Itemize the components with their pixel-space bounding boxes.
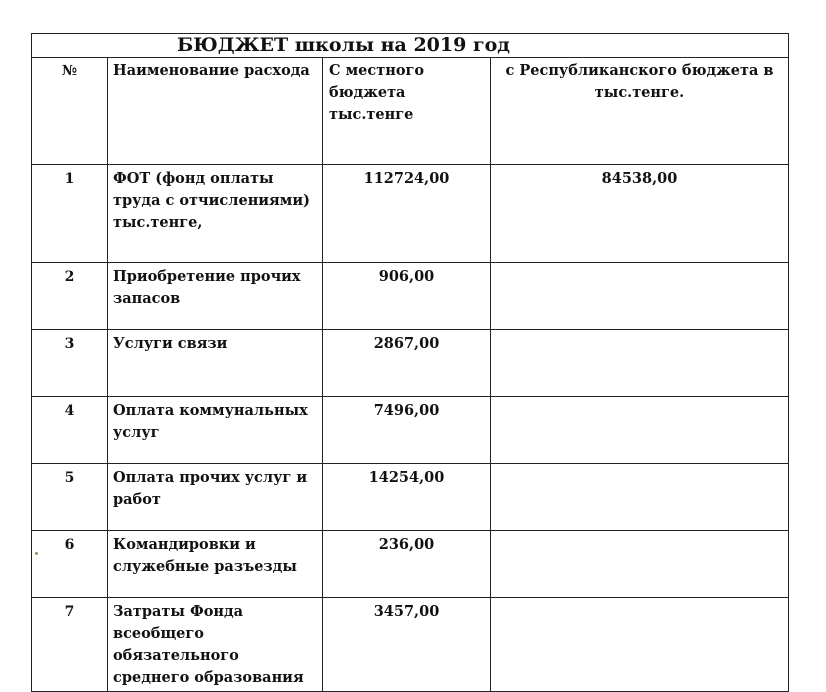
row-name: Приобретение прочих запасов <box>108 263 323 330</box>
row-local: 7496,00 <box>323 397 491 464</box>
row-no: 6 <box>32 531 108 598</box>
title-row <box>32 34 789 58</box>
scan-speck <box>35 552 38 555</box>
row-name: Оплата прочих услуг и работ <box>108 464 323 531</box>
table-row <box>32 330 789 397</box>
row-name: Затраты Фонда всеобщего обязательного среднего образования <box>108 598 323 692</box>
table-row <box>32 598 789 692</box>
table-row <box>32 165 789 263</box>
row-republic <box>491 531 789 598</box>
row-local: 112724,00 <box>323 165 491 263</box>
budget-sheet <box>31 33 788 692</box>
budget-table <box>31 33 789 692</box>
header-no: № <box>32 58 108 165</box>
row-no: 5 <box>32 464 108 531</box>
table-row <box>32 397 789 464</box>
row-republic <box>491 464 789 531</box>
row-republic <box>491 263 789 330</box>
header-republic-budget: с Республиканского бюджета в тыс.тенге. <box>491 58 789 165</box>
table-row <box>32 263 789 330</box>
row-no: 3 <box>32 330 108 397</box>
row-republic: 84538,00 <box>491 165 789 263</box>
table-title: БЮДЖЕТ школы на 2019 год <box>32 34 789 58</box>
row-name: Оплата коммунальных услуг <box>108 397 323 464</box>
row-name: ФОТ (фонд оплаты труда с отчислениями) тыс.тенге, <box>108 165 323 263</box>
row-republic <box>491 330 789 397</box>
row-no: 1 <box>32 165 108 263</box>
row-no: 7 <box>32 598 108 692</box>
row-republic <box>491 397 789 464</box>
row-republic <box>491 598 789 692</box>
row-local: 14254,00 <box>323 464 491 531</box>
row-name: Услуги связи <box>108 330 323 397</box>
header-row <box>32 58 789 165</box>
header-name: Наименование расхода <box>108 58 323 165</box>
row-local: 2867,00 <box>323 330 491 397</box>
table-row <box>32 464 789 531</box>
row-local: 236,00 <box>323 531 491 598</box>
row-local: 906,00 <box>323 263 491 330</box>
header-local-budget: С местного бюджета тыс.тенге <box>323 58 491 165</box>
table-row <box>32 531 789 598</box>
row-local: 3457,00 <box>323 598 491 692</box>
row-no: 2 <box>32 263 108 330</box>
row-no: 4 <box>32 397 108 464</box>
row-name: Командировки и служебные разъезды <box>108 531 323 598</box>
